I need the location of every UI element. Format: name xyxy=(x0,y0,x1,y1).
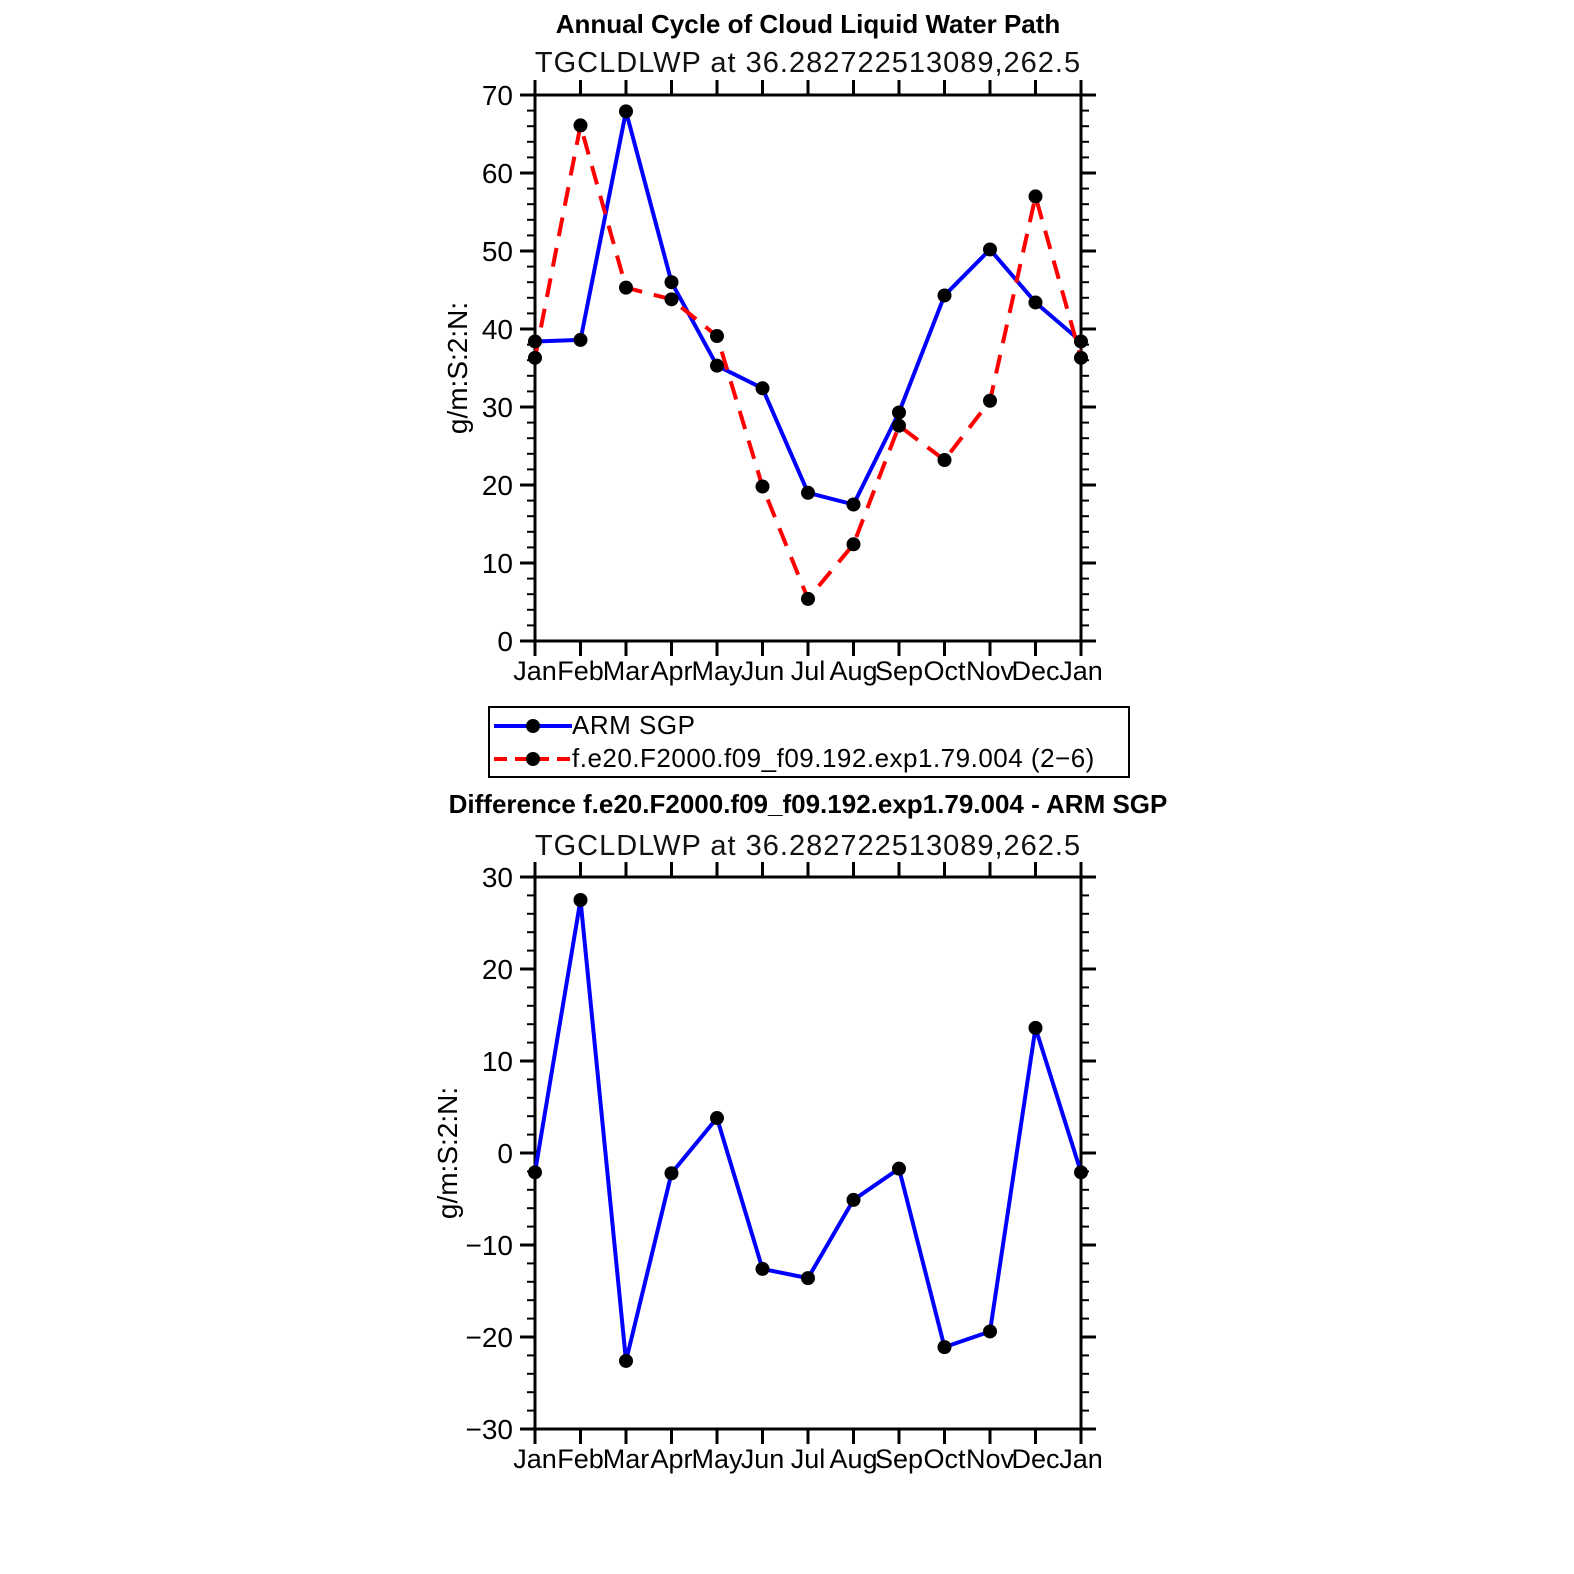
top-chart-title: Annual Cycle of Cloud Liquid Water Path xyxy=(555,9,1061,39)
data-point-marker xyxy=(892,419,906,433)
y-tick-label: 10 xyxy=(481,1046,513,1077)
data-point-marker xyxy=(619,104,633,118)
y-tick-label: 20 xyxy=(481,954,513,985)
x-tick-label: Jun xyxy=(740,656,785,686)
x-tick-label: Jul xyxy=(790,656,826,686)
series-line-1 xyxy=(535,125,1081,598)
data-point-marker xyxy=(983,394,997,408)
y-tick-label: −10 xyxy=(465,1230,513,1261)
data-point-marker xyxy=(574,118,588,132)
legend-sample-svg xyxy=(494,717,572,735)
x-tick-label: Jan xyxy=(513,656,557,686)
legend-line-sample-dashed xyxy=(494,750,572,768)
legend-entry-model-run xyxy=(494,743,1124,774)
y-tick-label: 0 xyxy=(497,1138,513,1169)
legend-sample-marker xyxy=(526,752,540,766)
x-tick-label: Dec xyxy=(1011,1444,1060,1474)
data-point-marker xyxy=(938,453,952,467)
legend-label-arm-sgp: ARM SGP xyxy=(572,710,696,740)
data-point-marker xyxy=(710,359,724,373)
data-point-marker xyxy=(756,480,770,494)
y-tick-label: 60 xyxy=(481,158,513,189)
x-tick-label: Apr xyxy=(650,656,693,686)
y-tick-label: 30 xyxy=(481,862,513,893)
data-point-marker xyxy=(847,537,861,551)
data-point-marker xyxy=(665,1166,679,1180)
data-point-marker xyxy=(892,1162,906,1176)
x-tick-label: Jul xyxy=(790,1444,826,1474)
x-tick-label: Jan xyxy=(1059,656,1103,686)
data-point-marker xyxy=(574,333,588,347)
difference-chart-title: Difference f.e20.F2000.f09_f09.192.exp1.79.004 - ARM SGP xyxy=(448,789,1168,819)
data-point-marker xyxy=(1029,189,1043,203)
x-tick-label: Jun xyxy=(740,1444,785,1474)
x-tick-label: Apr xyxy=(650,1444,693,1474)
x-tick-label: May xyxy=(691,656,743,686)
series-line-0 xyxy=(535,111,1081,504)
x-tick-label: Aug xyxy=(829,656,878,686)
data-point-marker xyxy=(528,1165,542,1179)
legend-box xyxy=(488,706,1130,778)
y-tick-label: 10 xyxy=(481,548,513,579)
top-chart-subtitle: TGCLDLWP at 36.282722513089,262.5 xyxy=(534,47,1082,79)
data-point-marker xyxy=(528,351,542,365)
data-point-marker xyxy=(1074,351,1088,365)
difference-chart-y-axis-label: g/m:S:2:N: xyxy=(432,1086,463,1220)
x-tick-label: Mar xyxy=(602,656,650,686)
data-point-marker xyxy=(756,381,770,395)
data-point-marker xyxy=(710,329,724,343)
x-tick-label: Dec xyxy=(1011,656,1060,686)
data-point-marker xyxy=(665,275,679,289)
x-tick-label: Nov xyxy=(965,656,1015,686)
data-point-marker xyxy=(619,1354,633,1368)
data-point-marker xyxy=(847,498,861,512)
x-tick-label: Aug xyxy=(829,1444,878,1474)
y-tick-label: 40 xyxy=(481,314,513,345)
x-tick-label: Sep xyxy=(874,656,924,686)
x-tick-label: Jan xyxy=(513,1444,557,1474)
data-point-marker xyxy=(619,281,633,295)
data-point-marker xyxy=(528,334,542,348)
data-point-marker xyxy=(801,486,815,500)
legend-line-sample-solid xyxy=(494,717,572,735)
x-tick-label: Oct xyxy=(923,656,966,686)
data-point-marker xyxy=(801,592,815,606)
y-tick-label: 20 xyxy=(481,470,513,501)
x-tick-label: Sep xyxy=(874,1444,924,1474)
plot-frame xyxy=(535,877,1081,1429)
legend-label-model-run: f.e20.F2000.f09_f09.192.exp1.79.004 (2−6) xyxy=(572,743,1095,773)
x-tick-label: Feb xyxy=(557,656,604,686)
y-tick-label: 70 xyxy=(481,80,513,111)
data-point-marker xyxy=(983,1324,997,1338)
data-point-marker xyxy=(983,242,997,256)
series-line-0 xyxy=(535,900,1081,1361)
y-tick-label: 50 xyxy=(481,236,513,267)
data-point-marker xyxy=(574,893,588,907)
top-chart-y-axis-label: g/m:S:2:N: xyxy=(442,301,473,435)
data-point-marker xyxy=(665,292,679,306)
x-tick-label: Mar xyxy=(602,1444,650,1474)
legend-entry-arm-sgp xyxy=(494,710,1124,741)
data-point-marker xyxy=(1029,295,1043,309)
data-point-marker xyxy=(938,288,952,302)
x-tick-label: Oct xyxy=(923,1444,966,1474)
data-point-marker xyxy=(847,1193,861,1207)
legend-sample-svg xyxy=(494,750,572,768)
x-tick-label: Jan xyxy=(1059,1444,1103,1474)
y-tick-label: −30 xyxy=(465,1414,513,1445)
y-tick-label: 30 xyxy=(481,392,513,423)
y-tick-label: −20 xyxy=(465,1322,513,1353)
data-point-marker xyxy=(1074,1165,1088,1179)
x-tick-label: Feb xyxy=(557,1444,604,1474)
difference-chart-subtitle: TGCLDLWP at 36.282722513089,262.5 xyxy=(534,830,1082,862)
data-point-marker xyxy=(801,1271,815,1285)
data-point-marker xyxy=(1074,334,1088,348)
y-tick-label: 0 xyxy=(497,626,513,657)
data-point-marker xyxy=(710,1111,724,1125)
legend-sample-marker xyxy=(526,719,540,733)
data-point-marker xyxy=(938,1340,952,1354)
x-tick-label: May xyxy=(691,1444,743,1474)
data-point-marker xyxy=(756,1262,770,1276)
x-tick-label: Nov xyxy=(965,1444,1015,1474)
data-point-marker xyxy=(1029,1021,1043,1035)
data-point-marker xyxy=(892,405,906,419)
